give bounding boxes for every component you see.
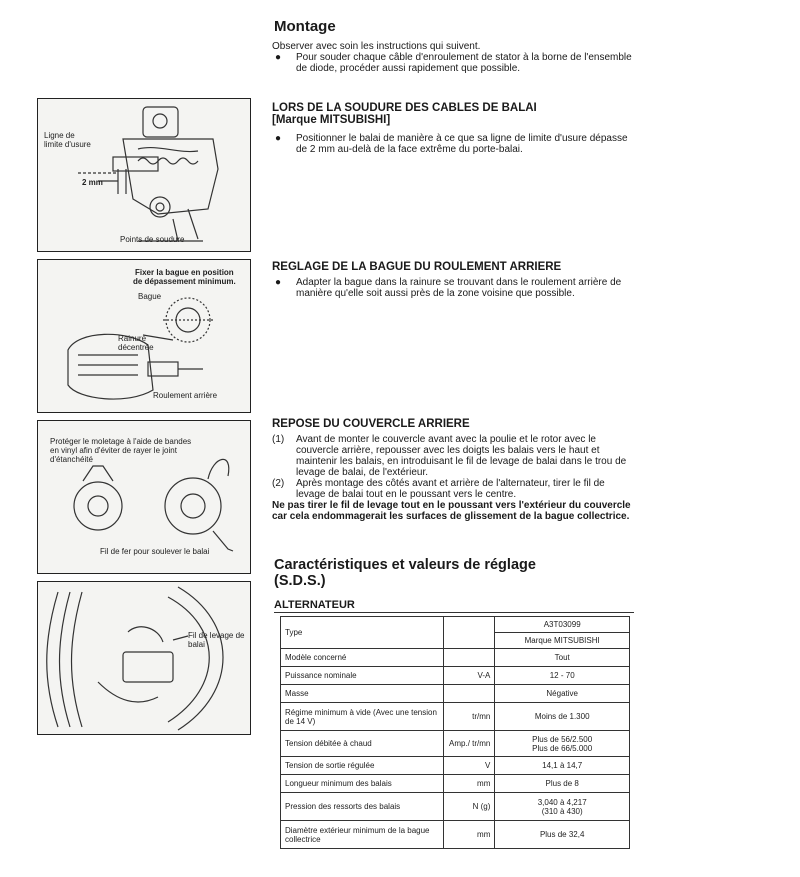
sds-unit: tr/mn — [443, 703, 495, 731]
label-ring: Bague — [138, 292, 162, 301]
heading-brush-soldering-line2: [Marque MITSUBISHI] — [272, 114, 391, 126]
table-row — [281, 685, 630, 703]
sds-value: Moins de 1.300 — [495, 703, 630, 731]
sds-value: Plus de 56/2.500 Plus de 66/5.000 — [495, 731, 630, 757]
heading-bearing-ring: REGLAGE DE LA BAGUE DU ROULEMENT ARRIERE — [272, 261, 562, 273]
brush-holder-drawing — [38, 99, 250, 251]
label-protect-knurling: Protéger le moletage à l'aide de bandes en vinyl afin d'éviter de rayer le joint d'étanchéité — [50, 437, 192, 464]
sds-unit: Amp./ tr/mn — [443, 731, 495, 757]
sds-subtitle-rule — [274, 612, 634, 613]
repose-step-1 — [272, 434, 634, 478]
heading-brush-soldering-line1: LORS DE LA SOUDURE DES CABLES DE BALAI — [272, 102, 537, 114]
sds-unit: mm — [443, 821, 495, 849]
table-row — [281, 617, 630, 633]
label-wire-lift: Fil de fer pour soulever le balai — [100, 547, 210, 556]
sds-desc: Type — [281, 617, 444, 649]
sds-value: Négative — [495, 685, 630, 703]
sds-desc: Régime minimum à vide (Avec une tension de 14 V) — [281, 703, 444, 731]
sds-value: 3,040 à 4,217 (310 à 430) — [495, 793, 630, 821]
sds-value: A3T03099 — [495, 617, 630, 633]
soudure-bullet — [272, 133, 634, 155]
sds-subtitle: ALTERNATEUR — [274, 599, 355, 611]
bullet-dot: ● — [275, 277, 282, 288]
label-rear-bearing: Roulement arrière — [153, 391, 218, 400]
sds-table — [280, 616, 630, 849]
table-row — [281, 775, 630, 793]
sds-title — [274, 557, 536, 589]
figure-rear-cover — [37, 420, 251, 574]
sds-desc: Puissance nominale — [281, 667, 444, 685]
repose-warning: Ne pas tirer le fil de levage tout en le poussant vers l'extérieur du couvercle car cela endommagerait les surfaces de glissement de la bague collectrice. — [272, 500, 631, 522]
sds-value: 14,1 à 14,7 — [495, 757, 630, 775]
step-number: (1) — [272, 434, 285, 445]
table-row — [281, 793, 630, 821]
heading-rear-cover: REPOSE DU COUVERCLE ARRIERE — [272, 418, 470, 430]
sds-value: Plus de 32,4 — [495, 821, 630, 849]
reglage-bullet-text: Adapter la bague dans la rainure se trouvant dans le roulement arrière de manière qu'elle soit aussi près de la zone voisine que possible. — [296, 277, 622, 299]
sds-unit — [443, 617, 495, 649]
label-solder-points: Points de soudure — [120, 235, 185, 244]
sds-value: Plus de 8 — [495, 775, 630, 793]
sds-title-line2: (S.D.S.) — [274, 573, 326, 589]
figure-brush-soldering — [37, 98, 251, 252]
bullet-dot: ● — [275, 52, 282, 63]
title-montage: Montage — [274, 18, 336, 35]
sds-value: Marque MITSUBISHI — [495, 633, 630, 649]
sds-desc: Diamètre extérieur minimum de la bague collectrice — [281, 821, 444, 849]
sds-desc: Longueur minimum des balais — [281, 775, 444, 793]
sds-desc: Tension de sortie régulée — [281, 757, 444, 775]
sds-value: 12 - 70 — [495, 667, 630, 685]
figure-brush-lift-wire — [37, 581, 251, 735]
heading-brush-soldering — [272, 102, 537, 126]
sds-desc: Masse — [281, 685, 444, 703]
label-2mm: 2 mm — [82, 178, 103, 187]
sds-value: Tout — [495, 649, 630, 667]
soudure-bullet-text: Positionner le balai de manière à ce que sa ligne de limite d'usure dépasse de 2 mm au-delà de la face extrême du porte-balai. — [296, 133, 628, 155]
sds-unit: mm — [443, 775, 495, 793]
figure-rear-bearing-ring — [37, 259, 251, 413]
table-row — [281, 821, 630, 849]
sds-unit — [443, 649, 495, 667]
label-brush-lift-wire: Fil de levage de balai — [188, 631, 245, 649]
montage-bullet — [272, 52, 634, 74]
table-row — [281, 649, 630, 667]
label-fix-ring: Fixer la bague en position de dépassement minimum. — [133, 268, 236, 286]
reglage-bullet — [272, 277, 634, 299]
table-row — [281, 731, 630, 757]
bullet-dot: ● — [275, 133, 282, 144]
repose-block — [272, 434, 634, 522]
montage-block — [272, 41, 634, 74]
label-offset-groove: Rainure décentrée — [118, 334, 154, 352]
table-row — [281, 667, 630, 685]
label-wear-limit-line: Ligne de limite d'usure — [44, 131, 91, 149]
step-number: (2) — [272, 478, 285, 489]
montage-bullet-text: Pour souder chaque câble d'enroulement de stator à la borne de l'ensemble de diode, procéder aussi rapidement que possible. — [296, 52, 632, 74]
montage-intro: Observer avec soin les instructions qui suivent. — [272, 41, 481, 52]
soudure-block — [272, 133, 634, 155]
table-row — [281, 757, 630, 775]
step-text: Après montage des côtés avant et arrière de l'alternateur, tirer le fil de levage de balai tout en le poussant vers le centre. — [296, 478, 605, 500]
sds-unit: N (g) — [443, 793, 495, 821]
sds-unit: V-A — [443, 667, 495, 685]
sds-desc: Tension débitée à chaud — [281, 731, 444, 757]
sds-desc: Modèle concerné — [281, 649, 444, 667]
sds-unit — [443, 685, 495, 703]
reglage-block — [272, 277, 634, 299]
sds-title-line1: Caractéristiques et valeurs de réglage — [274, 557, 536, 573]
sds-unit: V — [443, 757, 495, 775]
table-row — [281, 703, 630, 731]
repose-step-2 — [272, 478, 634, 500]
brush-lift-drawing — [38, 582, 250, 734]
sds-desc: Pression des ressorts des balais — [281, 793, 444, 821]
step-text: Avant de monter le couvercle avant avec la poulie et le rotor avec le couvercle arrière, repousser avec les doigts les balais vers le haut et maintenir les balais, en introduisant le fil de levage de balai dans le trou de levage de balai, de l'extérieur. — [296, 434, 627, 478]
